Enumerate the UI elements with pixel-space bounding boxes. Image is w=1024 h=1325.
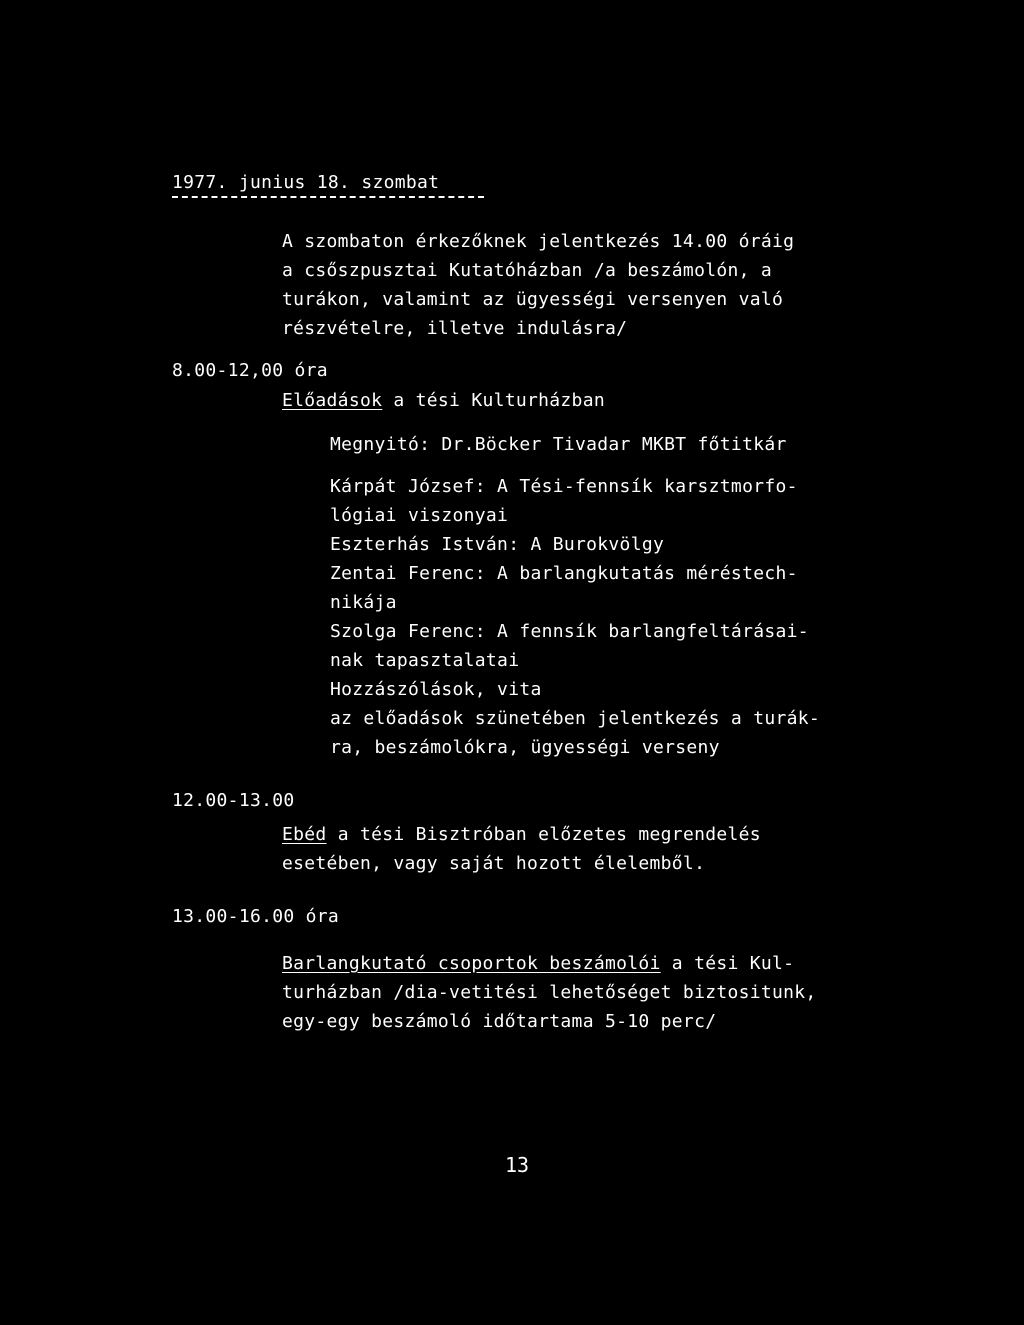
page-number: 13: [505, 1153, 530, 1177]
session-title: Barlangkutató csoportok beszámolói: [282, 953, 661, 974]
session-location: a tési Kul-: [660, 953, 795, 974]
lecture-line: Kárpát József: A Tési-fennsík karsztmorfo-: [330, 476, 798, 497]
intro-line: a csőszpusztai Kutatóházban /a beszámolón, a: [282, 260, 773, 281]
session-title: Ebéd: [282, 824, 327, 845]
session-time: 12.00-13.00: [172, 790, 295, 811]
date-heading: 1977. junius 18. szombat: [172, 172, 440, 193]
lecture-line: nikája: [330, 592, 397, 613]
lecture-line: ra, beszámolókra, ügyességi verseny: [330, 737, 720, 758]
opening-line: Megnyitó: Dr.Böcker Tivadar MKBT főtitkár: [330, 434, 787, 455]
lecture-line: az előadások szünetében jelentkezés a turák-: [330, 708, 821, 729]
lecture-line: nak tapasztalatai: [330, 650, 520, 671]
session-detail: egy-egy beszámoló időtartama 5-10 perc/: [282, 1011, 717, 1032]
heading-underline: [172, 196, 484, 198]
session-time: 13.00-16.00 óra: [172, 906, 340, 927]
intro-line: turákon, valamint az ügyességi versenyen való: [282, 289, 784, 310]
lecture-line: Zentai Ferenc: A barlangkutatás méréstech-: [330, 563, 798, 584]
session-location: a tési Kulturházban: [382, 390, 605, 411]
lecture-line: Hozzászólások, vita: [330, 679, 542, 700]
session-title-line: [282, 951, 794, 977]
session-title: Előadások: [282, 390, 383, 411]
session-location: a tési Bisztróban előzetes megrendelés: [326, 824, 761, 845]
session-title-line: [282, 388, 605, 414]
lecture-line: Szolga Ferenc: A fennsík barlangfeltárásai-: [330, 621, 809, 642]
intro-line: A szombaton érkezőknek jelentkezés 14.00 óráig: [282, 231, 795, 252]
session-detail: esetében, vagy saját hozott élelemből.: [282, 853, 706, 874]
intro-line: részvételre, illetve indulásra/: [282, 318, 628, 339]
session-time: 8.00-12,00 óra: [172, 360, 328, 381]
session-detail: turházban /dia-vetitési lehetőséget biztositunk,: [282, 982, 817, 1003]
lecture-line: lógiai viszonyai: [330, 505, 509, 526]
lecture-line: Eszterhás István: A Burokvölgy: [330, 534, 665, 555]
session-title-line: [282, 822, 761, 848]
